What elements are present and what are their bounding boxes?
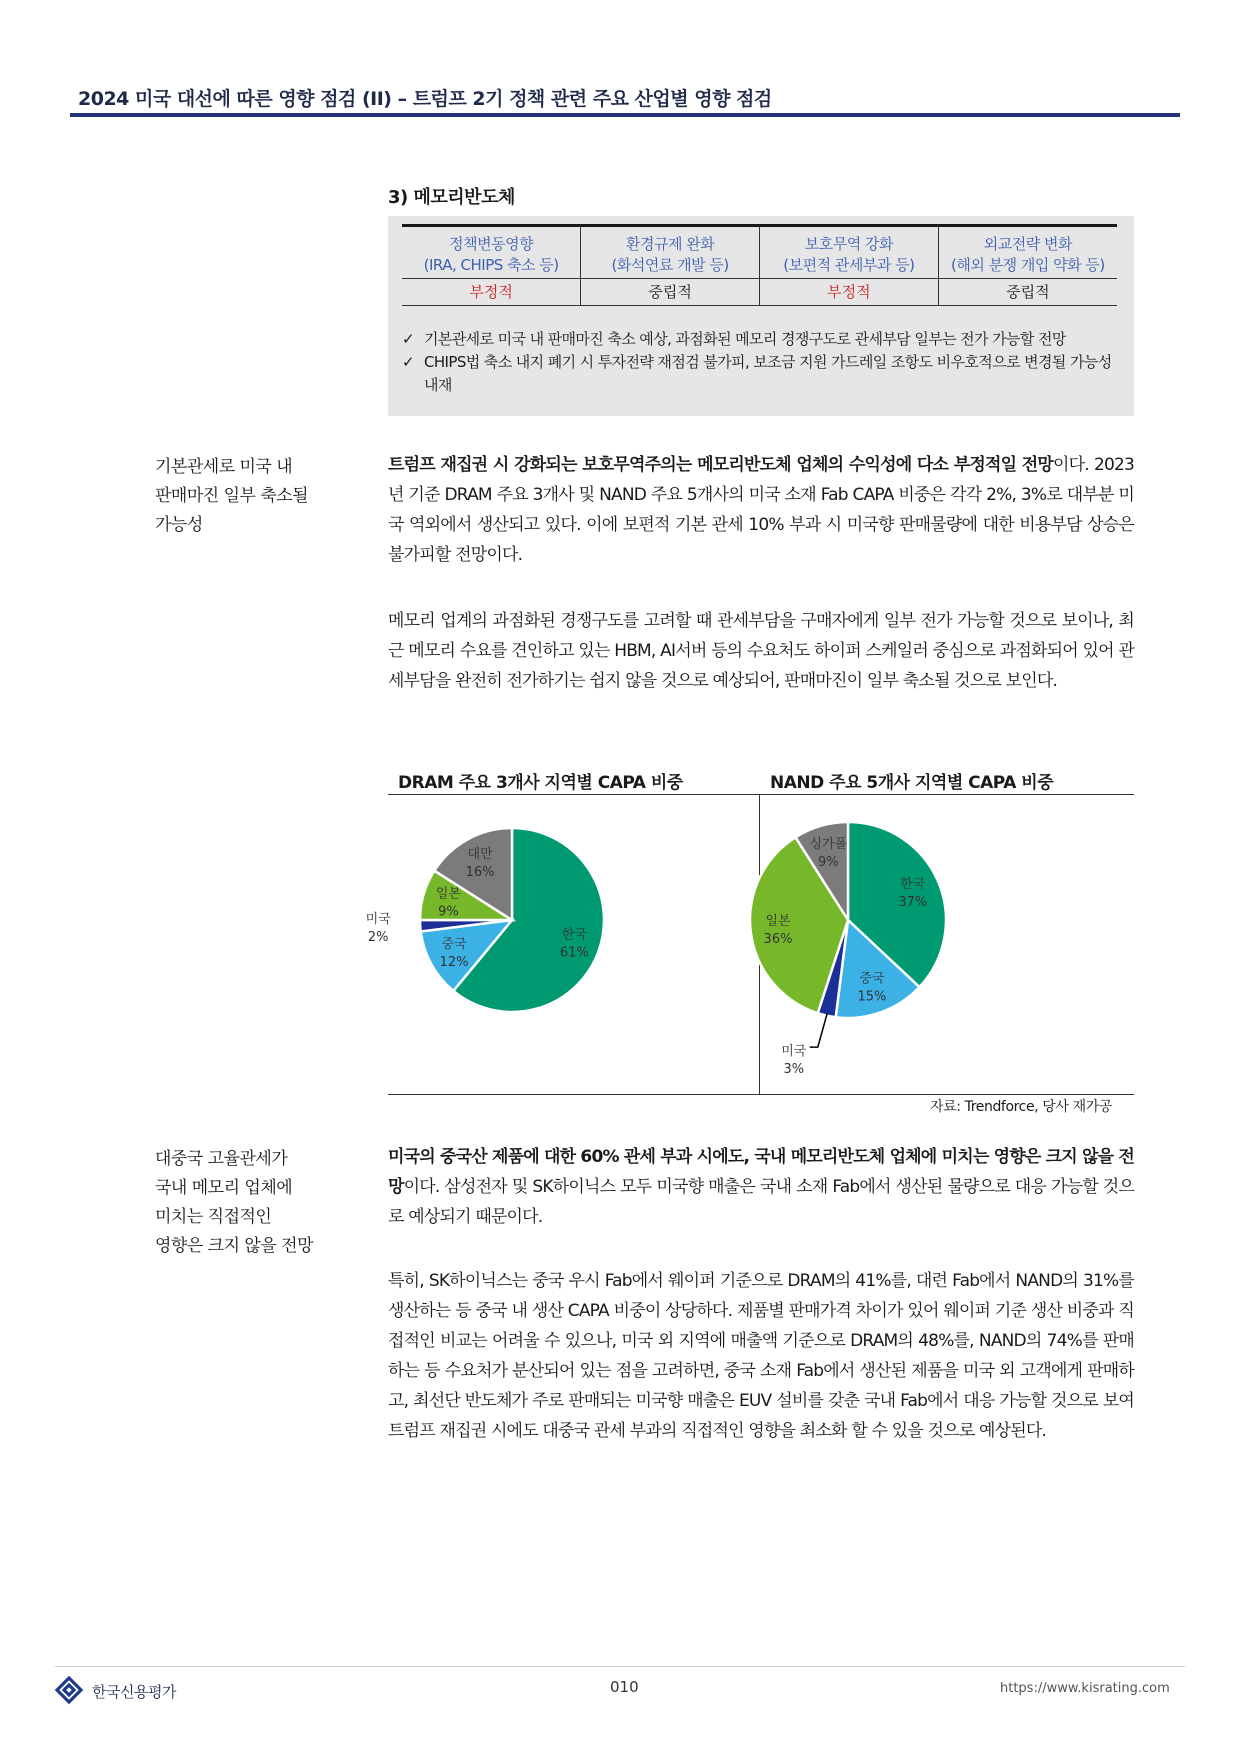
slice-category-label: 대만 xyxy=(467,847,493,862)
paragraph-3: 미국의 중국산 제품에 대한 60% 관세 부과 시에도, 국내 메모리반도체 업체에 미치는 영향은 크지 않을 전망이다. 삼성전자 및 SK하이닉스 모두 미국향 매출은 국내 소재 Fab에서 생산된 물량으로 대응 가능할 것으로 예상되기 때문이다. xyxy=(388,1147,1134,1227)
policy-notes-list xyxy=(402,328,1122,397)
leader-line xyxy=(810,1014,827,1047)
slice-value-label: 61% xyxy=(559,945,589,961)
slice-value-label: 16% xyxy=(465,865,495,880)
impact-value: 중립적 xyxy=(938,279,1117,306)
slice-category-label: 일본 xyxy=(435,886,461,902)
paragraph-2: 메모리 업계의 과점화된 경쟁구도를 고려할 때 관세부담을 구매자에게 일부 전가 가능할 것으로 보이나, 최근 메모리 수요를 견인하고 있는 HBM, AI서버 등의 수요처도 하이퍼 스케일러 중심으로 과점화되어 있어 관세부담을 완전히 전가하기는 쉽지 않을 것으로 예상되어, 판매마진이 일부 축소될 것으로 보인다. xyxy=(388,611,1134,691)
column-header: 외교전략 변화 (해외 분쟁 개입 약화 등) xyxy=(938,226,1117,279)
slice-value-label: 37% xyxy=(898,895,928,910)
page-header-title: 2024 미국 대선에 따른 영향 점검 (II) – 트럼프 2기 정책 관련 주요 산업별 영향 점검 xyxy=(78,88,772,110)
slice-category-label: 미국 xyxy=(365,912,391,928)
slice-value-label: 12% xyxy=(439,954,469,970)
nand-chart-title: NAND 주요 5개사 지역별 CAPA 비중 xyxy=(770,773,1054,793)
side-note-2: 대중국 고율관세가 국내 메모리 업체에 미치는 직접적인 영향은 크지 않을 전망 xyxy=(155,1149,314,1256)
slice-category-label: 중국 xyxy=(859,971,885,987)
column-header: 보호무역 강화 (보편적 관세부과 등) xyxy=(760,226,939,279)
slice-category-label: 싱가폴 xyxy=(809,837,848,853)
slice-value-label: 36% xyxy=(763,931,793,947)
column-header: 정책변동영향 (IRA, CHIPS 축소 등) xyxy=(402,226,581,279)
impact-value: 중립적 xyxy=(581,279,760,306)
check-icon: ✓ xyxy=(402,353,414,371)
paragraph-4: 특히, SK하이닉스는 중국 우시 Fab에서 웨이퍼 기준으로 DRAM의 41%를, 대련 Fab에서 NAND의 31%를 생산하는 등 중국 내 생산 CAPA 비중이 상당하다. 제품별 판매가격 차이가 있어 웨이퍼 기준 생산 비중과 직접적인 비교는 어려울 수 있으나, 미국 외 지역에 매출액 기준으로 DRAM의 48%를, NAND의 74%를 판매하는 등 수요처가 분산되어 있는 점을 고려하면, 중국 소재 Fab에서 생산된 제품을 미국 외 고객에게 판매하고, 최선단 반도체가 주로 판매되는 미국향 매출은 EUV 설비를 갖춘 국내 Fab에서 대응 가능할 것으로 보여 트럼프 재집권 시에도 대중국 관세 부과의 직접적인 영향을 최소화 할 수 있을 것으로 예상된다. xyxy=(388,1271,1134,1441)
check-icon: ✓ xyxy=(402,330,414,348)
policy-impact-table xyxy=(402,224,1117,306)
section-title: 3) 메모리반도체 xyxy=(388,187,515,208)
dram-chart-title: DRAM 주요 3개사 지역별 CAPA 비중 xyxy=(398,773,683,793)
slice-category-label: 한국 xyxy=(900,877,926,892)
company-name: 한국신용평가 xyxy=(92,1683,176,1701)
impact-value: 부정적 xyxy=(760,279,939,306)
site-url[interactable]: https://www.kisrating.com xyxy=(1000,1681,1170,1696)
slice-value-label: 15% xyxy=(857,989,887,1005)
list-item: ✓ 기본관세로 미국 내 판매마진 축소 예상, 과점화된 메모리 경쟁구도로 관세부담 일부는 전가 가능할 전망 xyxy=(402,328,1122,351)
chart-bottom-rule xyxy=(388,1094,1134,1095)
slice-category-label: 미국 xyxy=(781,1044,807,1060)
slice-value-label: 9% xyxy=(817,855,839,871)
impact-value: 부정적 xyxy=(402,279,581,306)
list-item: ✓ CHIPS법 축소 내지 폐기 시 투자전략 재점검 불가피, 보조금 지원 가드레일 조항도 비우호적으로 변경될 가능성 내재 xyxy=(402,353,1112,394)
footer-divider xyxy=(55,1666,1185,1667)
column-header: 환경규제 완화 (화석연료 개발 등) xyxy=(581,226,760,279)
slice-value-label: 9% xyxy=(438,904,459,920)
slice-value-label: 2% xyxy=(367,930,389,946)
slice-value-label: 3% xyxy=(783,1062,805,1078)
company-logo-icon xyxy=(55,1676,83,1704)
page-number: 010 xyxy=(610,1678,639,1696)
slice-category-label: 한국 xyxy=(561,927,587,943)
side-note-1: 기본관세로 미국 내 판매마진 일부 축소될 가능성 xyxy=(155,457,309,535)
policy-impact-box xyxy=(388,216,1134,416)
header-divider xyxy=(70,113,1180,117)
pie-charts xyxy=(365,795,1134,1094)
paragraph-1: 트럼프 재집권 시 강화되는 보호무역주의는 메모리반도체 업체의 수익성에 다소 부정적일 전망이다. 2023년 기준 DRAM 주요 3개사 및 NAND 주요 5개사의 미국 소재 Fab CAPA 비중은 각각 2%, 3%로 대부분 미국 역외에서 생산되고 있다. 이에 보편적 기본 관세 10% 부과 시 미국향 판매물량에 대한 비용부담 상승은 불가피할 전망이다. xyxy=(388,455,1135,565)
slice-category-label: 일본 xyxy=(765,913,791,929)
slice-category-label: 중국 xyxy=(441,936,467,952)
source-note: 자료: Trendforce, 당사 재가공 xyxy=(930,1099,1112,1115)
